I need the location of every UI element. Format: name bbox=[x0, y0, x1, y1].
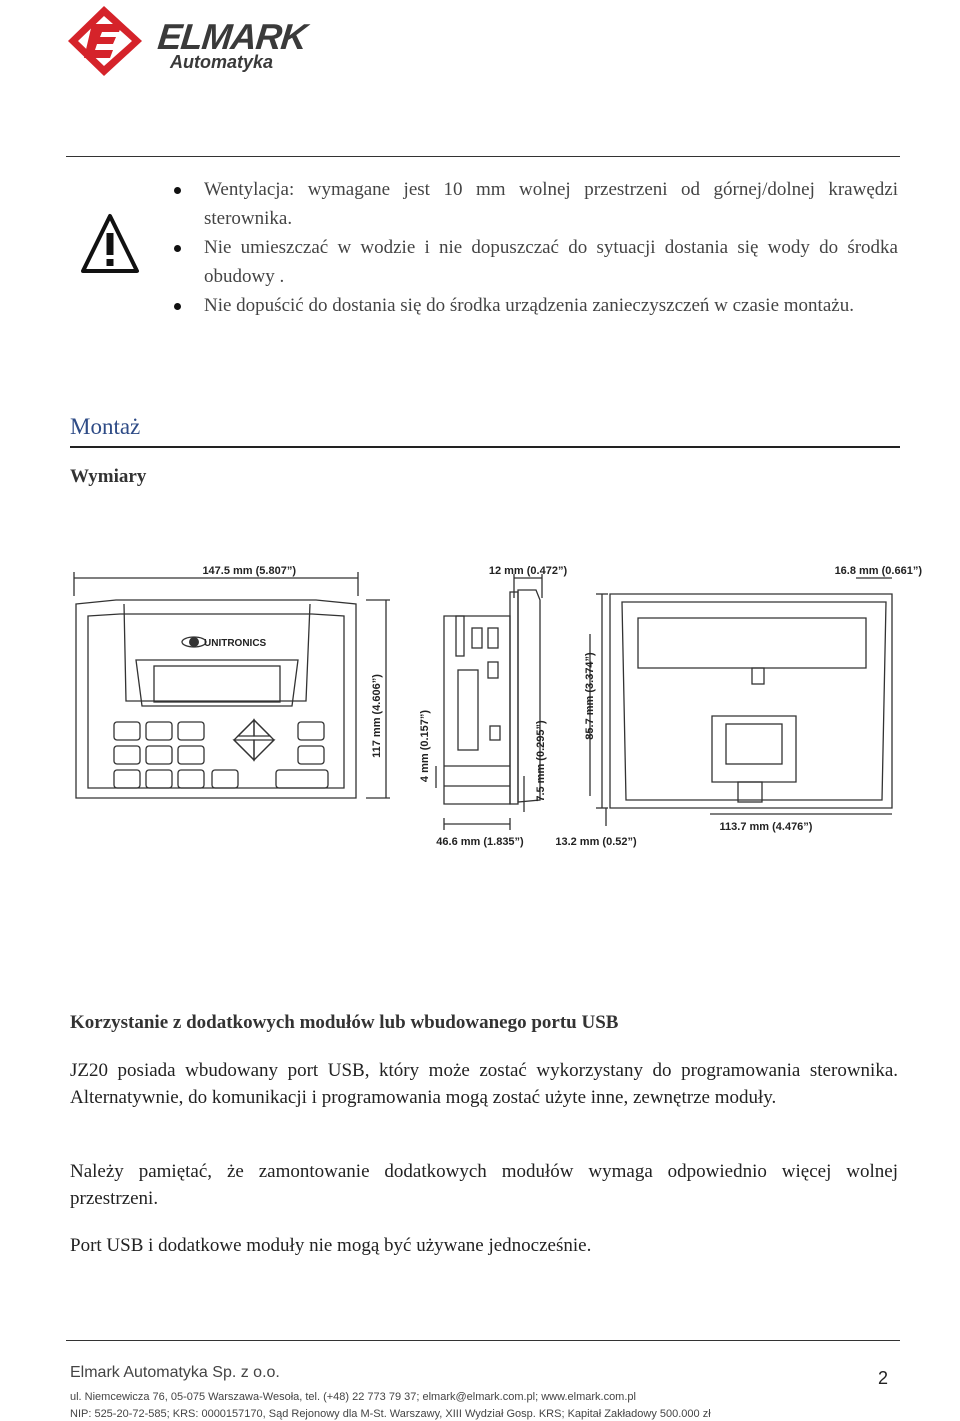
dim-front-height: 117 mm (4.606”) bbox=[371, 674, 383, 758]
warning-item: Nie umieszczać w wodzie i nie dopuszczać do sytuacji dostania się wody do środka obudowy . bbox=[172, 233, 898, 291]
dim-back-113-7: 113.7 mm (4.476”) bbox=[719, 821, 813, 833]
paragraph: JZ20 posiada wbudowany port USB, który może zostać wykorzystany do programowania sterownika. Alternatywnie, do komunikacji i programowania mogą zostać użyte inne, zewnętrze moduły. bbox=[70, 1060, 898, 1108]
unitronics-logo-icon bbox=[189, 637, 199, 647]
section-divider bbox=[70, 446, 900, 448]
dim-back-16-8: 16.8 mm (0.661”) bbox=[834, 565, 922, 577]
elmark-logo-mark-icon bbox=[66, 2, 156, 80]
logo-name: ELMARK bbox=[155, 16, 309, 57]
section-subtitle: Wymiary bbox=[70, 466, 147, 487]
page-number: 2 bbox=[878, 1368, 889, 1388]
dim-front-width: 147.5 mm (5.807”) bbox=[202, 565, 296, 577]
footer-divider bbox=[66, 1340, 900, 1341]
warning-item: Wentylacja: wymagane jest 10 mm wolnej przestrzeni od górnej/dolnej krawędzi sterownika. bbox=[172, 175, 898, 233]
dim-side-depth-top: 12 mm (0.472”) bbox=[488, 565, 568, 577]
paragraph: Należy pamiętać, że zamontowanie dodatkowych modułów wymaga odpowiednio więcej wolnej przestrzeni. bbox=[70, 1161, 898, 1209]
front-view bbox=[74, 572, 390, 798]
footer-address: ul. Niemcewicza 76, 05-075 Warszawa-Wesoła, tel. (+48) 22 773 79 37; elmark@elmark.com.pl; www.elmark.com.pl bbox=[70, 1391, 636, 1403]
dimension-drawing bbox=[66, 556, 932, 856]
back-view bbox=[590, 578, 892, 826]
footer-company: Elmark Automatyka Sp. z o.o. bbox=[70, 1364, 280, 1381]
company-logo bbox=[66, 2, 326, 80]
dim-side-depth-bottom: 46.6 mm (1.835”) bbox=[436, 836, 524, 848]
dim-back-13-2: 13.2 mm (0.52”) bbox=[555, 836, 637, 848]
paragraph: Port USB i dodatkowe moduły nie mogą być używane jednocześnie. bbox=[70, 1235, 592, 1256]
side-view bbox=[436, 574, 542, 830]
header-divider bbox=[66, 156, 900, 157]
footer-registration: NIP: 525-20-72-585; KRS: 0000157170, Sąd Rejonowy dla M-St. Warszawy, XIII Wydział Gosp. KRS; Kapitał Zakładowy 500.000 zł bbox=[70, 1408, 711, 1420]
dim-side-7-5mm: 7.5 mm (0.295”) bbox=[535, 720, 547, 802]
usb-section-title: Korzystanie z dodatkowych modułów lub wbudowanego portu USB bbox=[70, 1012, 619, 1033]
warning-item: Nie dopuścić do dostania się do środka urządzenia zanieczyszczeń w czasie montażu. bbox=[172, 291, 898, 320]
dim-side-4mm: 4 mm (0.157”) bbox=[419, 709, 431, 783]
front-brand-label: UNITRONICS bbox=[204, 638, 267, 649]
warning-list bbox=[172, 175, 898, 320]
warning-triangle-icon bbox=[80, 213, 140, 275]
section-title: Montaż bbox=[70, 414, 141, 439]
logo-subtitle: Automatyka bbox=[170, 52, 274, 72]
dim-back-85-7: 85.7 mm (3.374”) bbox=[584, 652, 596, 740]
